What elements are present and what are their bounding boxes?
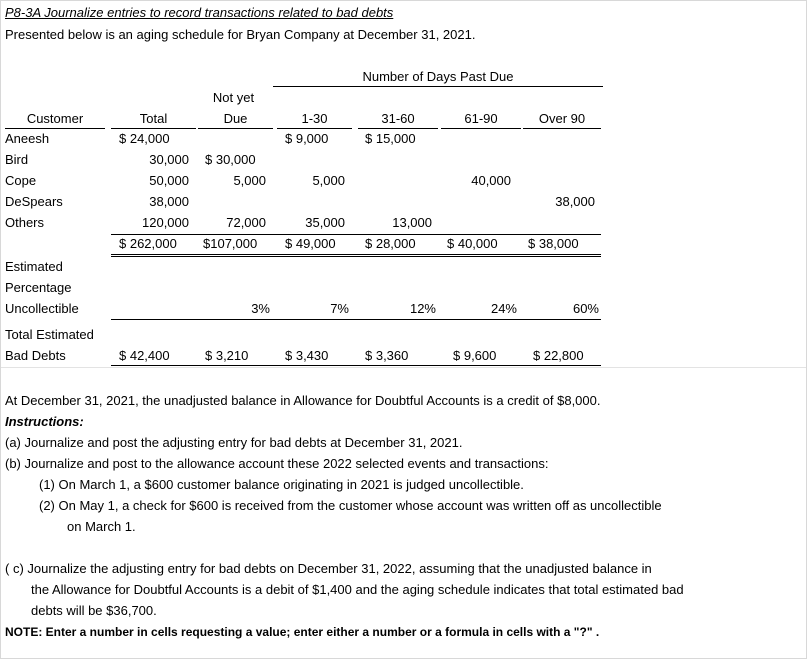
est-31-60: $ 3,360 <box>365 348 409 363</box>
pct-label-estimated: Estimated <box>5 259 63 274</box>
pct-rule <box>111 319 601 320</box>
total-due: $107,000 <box>203 236 258 251</box>
row-total: 38,000 <box>149 194 189 209</box>
est-label-total-estimated: Total Estimated <box>5 327 94 342</box>
est-label-bad-debts: Bad Debts <box>5 348 66 363</box>
row-due: 5,000 <box>233 173 266 188</box>
group-header-underline <box>273 86 603 87</box>
instruction-c-line2: the Allowance for Doubtful Accounts is a debit of $1,400 and the aging schedule indicates that total estimated bad <box>31 582 684 597</box>
instruction-b2-cont: on March 1. <box>67 519 136 534</box>
pct-31-60: 12% <box>409 301 436 316</box>
col-due: Due <box>223 111 248 126</box>
totals-rule <box>111 234 601 235</box>
row-customer: Aneesh <box>5 131 50 146</box>
instruction-b2: (2) On May 1, a check for $600 is received from the customer whose account was written off as uncollectible <box>39 498 662 513</box>
row-total: $ 24,000 <box>119 131 170 146</box>
row-customer: Bird <box>5 152 29 167</box>
row-due: 72,000 <box>226 215 266 230</box>
row-over-90: 38,000 <box>555 194 595 209</box>
balance-note: At December 31, 2021, the unadjusted balance in Allowance for Doubtful Accounts is a credit of $8,000. <box>5 393 601 408</box>
pct-1-30: 7% <box>330 301 349 316</box>
instructions-label: Instructions: <box>5 414 84 429</box>
instruction-c-line3: debts will be $36,700. <box>31 603 157 618</box>
col-1-30: 1-30 <box>301 111 328 126</box>
est-1-30: $ 3,430 <box>285 348 329 363</box>
col-61-90: 61-90 <box>464 111 498 126</box>
row-total: 30,000 <box>149 152 189 167</box>
total-over-90: $ 38,000 <box>528 236 579 251</box>
pct-label-uncollectible: Uncollectible <box>5 301 79 316</box>
underline-due <box>198 128 273 129</box>
total-61-90: $ 40,000 <box>447 236 498 251</box>
col-over-90: Over 90 <box>538 111 586 126</box>
row-customer: DeSpears <box>5 194 63 209</box>
instruction-b1: (1) On March 1, a $600 customer balance originating in 2021 is judged uncollectible. <box>39 477 524 492</box>
note-text: NOTE: Enter a number in cells requesting a value; enter either a number or a formula in cells with a "?" . <box>5 625 600 639</box>
row-customer: Others <box>5 215 45 230</box>
row-61-90: 40,000 <box>471 173 511 188</box>
est-over-90: $ 22,800 <box>533 348 584 363</box>
pct-label-percentage: Percentage <box>5 280 72 295</box>
est-rule <box>111 365 601 366</box>
underline-customer <box>5 128 105 129</box>
pct-over-90: 60% <box>572 301 599 316</box>
col-total: Total <box>139 111 168 126</box>
cell-gridline <box>1 367 806 368</box>
total-31-60: $ 28,000 <box>365 236 416 251</box>
row-1-30: $ 9,000 <box>285 131 329 146</box>
col-customer: Customer <box>26 111 84 126</box>
not-yet-label: Not yet <box>212 90 255 105</box>
row-due: $ 30,000 <box>205 152 256 167</box>
underline-61-90 <box>441 128 521 129</box>
col-31-60: 31-60 <box>381 111 415 126</box>
total-1-30: $ 49,000 <box>285 236 336 251</box>
problem-subtitle: Presented below is an aging schedule for Bryan Company at December 31, 2021. <box>5 27 476 42</box>
pct-due: 3% <box>251 301 270 316</box>
instruction-b: (b) Journalize and post to the allowance account these 2022 selected events and transactions: <box>5 456 549 471</box>
underline-31-60 <box>358 128 438 129</box>
est-total: $ 42,400 <box>119 348 170 363</box>
row-total: 50,000 <box>149 173 189 188</box>
row-1-30: 5,000 <box>312 173 345 188</box>
totals-double-rule-2 <box>111 256 601 257</box>
est-61-90: $ 9,600 <box>453 348 497 363</box>
days-past-due-header: Number of Days Past Due <box>362 69 514 84</box>
problem-title: P8-3A Journalize entries to record transactions related to bad debts <box>5 5 394 20</box>
row-total: 120,000 <box>142 215 189 230</box>
pct-61-90: 24% <box>490 301 517 316</box>
total-total: $ 262,000 <box>119 236 177 251</box>
instruction-a: (a) Journalize and post the adjusting entry for bad debts at December 31, 2021. <box>5 435 463 450</box>
row-1-30: 35,000 <box>305 215 345 230</box>
row-31-60: 13,000 <box>392 215 432 230</box>
underline-1-30 <box>277 128 352 129</box>
totals-double-rule-1 <box>111 254 601 255</box>
underline-total <box>111 128 196 129</box>
row-customer: Cope <box>5 173 37 188</box>
instruction-c-line1: ( c) Journalize the adjusting entry for bad debts on December 31, 2022, assuming that the unadjusted balance in <box>5 561 652 576</box>
est-due: $ 3,210 <box>205 348 249 363</box>
underline-over-90 <box>523 128 601 129</box>
row-31-60: $ 15,000 <box>365 131 416 146</box>
